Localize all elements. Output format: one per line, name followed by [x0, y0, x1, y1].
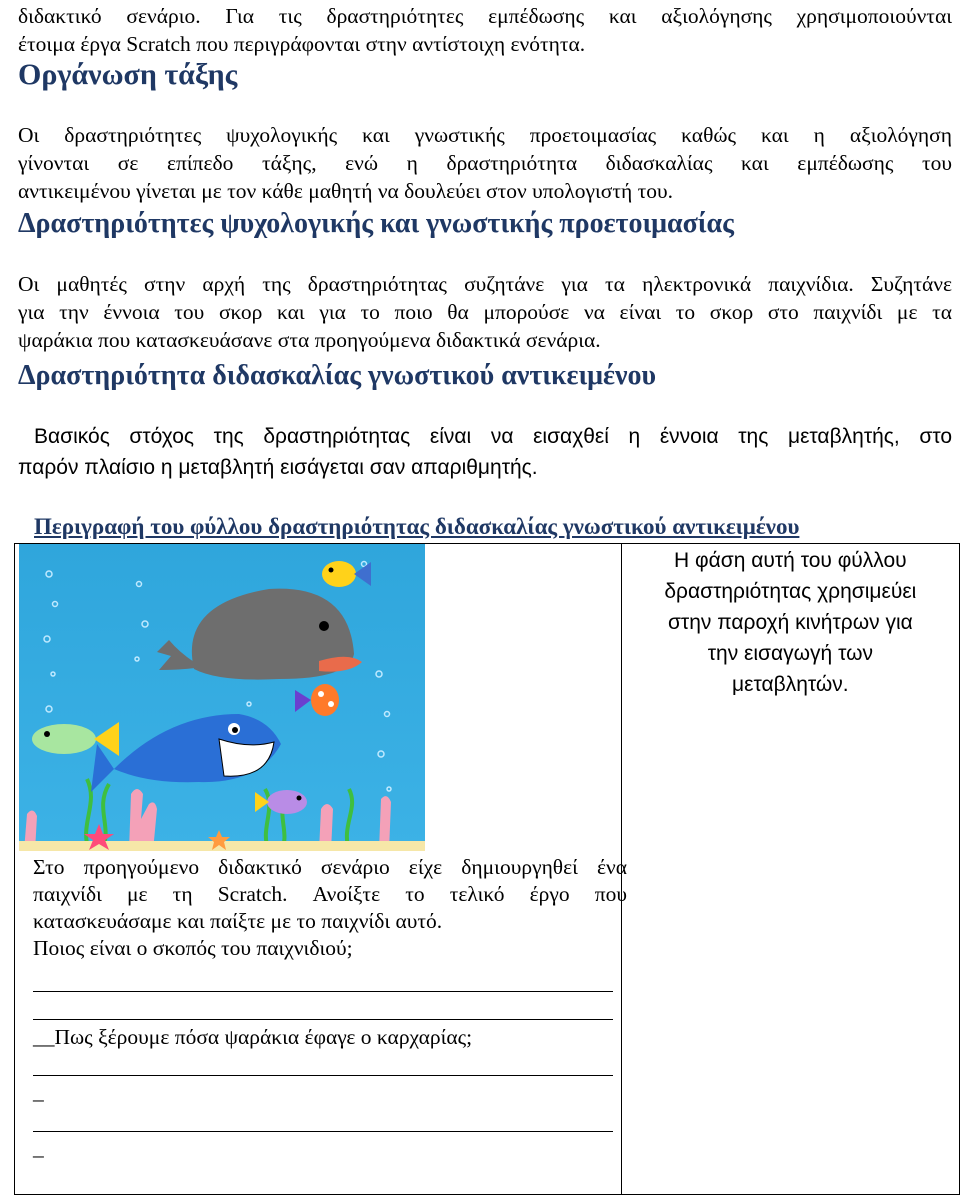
- preparation-line-2: για την έννοια του σκορ και για το ποιο θα μπορούσε να είναι το σκορ στο παιχνίδι με τα: [18, 300, 952, 324]
- worksheet-text-line-3: κατασκευάσαμε και παίξτε με το παιχνίδι αυτό.: [33, 909, 443, 933]
- intro-paragraph: [18, 2, 952, 58]
- classroom-line-3: αντικειμένου γίνεται με τον κάθε μαθητή να δουλεύει στον υπολογιστή του.: [18, 179, 674, 203]
- preparation-line-3: ψαράκια που κατασκευάσανε στα προηγούμενα διδακτικά σενάρια.: [18, 328, 601, 352]
- intro-line-2: έτοιμα έργα Scratch που περιγράφονται στην αντίστοιχη ενότητα.: [18, 32, 586, 56]
- worksheet-title: Περιγραφή του φύλλου δραστηριότητας διδασκαλίας γνωστικού αντικειμένου: [34, 514, 800, 539]
- side-note-line-3: στην παροχή κινήτρων για: [667, 611, 913, 634]
- classroom-line-1: Οι δραστηριότητες ψυχολογικής και γνωστικής προετοιμασίας καθώς και η αξιολόγηση: [18, 123, 952, 147]
- answer-dash-1: _: [33, 1080, 44, 1104]
- teaching-paragraph: [18, 421, 952, 483]
- classroom-line-2: γίνονται σε επίπεδο τάξης, ενώ η δραστηριότητα διδασκαλίας και εμπέδωσης του: [18, 151, 952, 175]
- worksheet-table: [14, 543, 960, 1195]
- worksheet-side-note: [621, 544, 959, 1195]
- classroom-paragraph: [18, 121, 952, 205]
- answer-line-4[interactable]: [33, 1130, 613, 1132]
- answer-line-1[interactable]: [33, 990, 613, 992]
- section-title-preparation: Δραστηριότητες ψυχολογικής και γνωστικής προετοιμασίας: [18, 208, 734, 239]
- answer-dash-2: _: [33, 1136, 44, 1160]
- answer-line-2[interactable]: [33, 1018, 613, 1020]
- intro-line-1: διδακτικό σενάριο. Για τις δραστηριότητες εμπέδωσης και αξιολόγησης χρησιμοποιούνται: [18, 4, 952, 28]
- answer-line-3[interactable]: [33, 1074, 613, 1076]
- teaching-line-2: παρόν πλαίσιο η μεταβλητή εισάγεται σαν απαριθμητής.: [18, 456, 538, 479]
- question-1: Ποιος είναι ο σκοπός του παιχνιδιού;: [33, 936, 353, 960]
- teaching-line-1: Βασικός στόχος της δραστηριότητας είναι να εισαχθεί η έννοια της μεταβλητής, στο: [34, 425, 952, 448]
- preparation-paragraph: [18, 270, 952, 354]
- section-title-teaching: Δραστηριότητα διδασκαλίας γνωστικού αντικειμένου: [18, 360, 657, 391]
- worksheet-main-cell: [15, 544, 627, 1195]
- worksheet-instructions: [33, 854, 627, 962]
- preparation-line-1: Οι μαθητές στην αρχή της δραστηριότητας συζητάνε για τα ηλεκτρονικά παιχνίδια. Συζητάνε: [18, 272, 952, 296]
- side-note-line-5: μεταβλητών.: [732, 673, 849, 696]
- section-title-classroom: Οργάνωση τάξης: [18, 58, 238, 91]
- side-note-line-1: Η φάση αυτή του φύλλου: [674, 549, 907, 572]
- aquarium-game-image: [19, 544, 425, 851]
- worksheet-text-line-2: παιχνίδι με τη Scratch. Ανοίξτε το τελικό έργο που: [33, 882, 627, 906]
- question-2: __Πως ξέρουμε πόσα ψαράκια έφαγε ο καρχαρίας;: [33, 1025, 473, 1049]
- side-note-line-4: την εισαγωγή των: [707, 642, 873, 665]
- side-note-line-2: δραστηριότητας χρησιμεύει: [664, 580, 917, 603]
- worksheet-text-line-1: Στο προηγούμενο διδακτικό σενάριο είχε δημιουργηθεί ένα: [33, 855, 627, 879]
